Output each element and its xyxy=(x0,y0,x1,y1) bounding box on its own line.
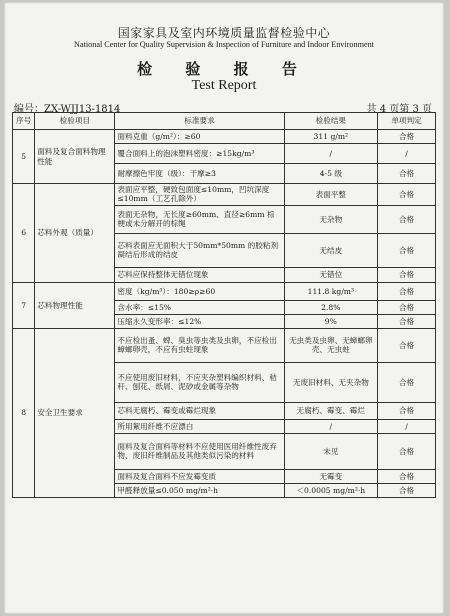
result-cell: / xyxy=(284,419,378,433)
verdict-cell: 合格 xyxy=(378,469,436,483)
group-number: 5 xyxy=(13,130,35,184)
verdict-cell: 合格 xyxy=(378,433,436,469)
requirement-cell: 芯料应保持整体无错位现象 xyxy=(115,267,284,282)
result-cell: / xyxy=(284,144,378,164)
organization-name-en: National Center for Quality Supervision & Inspection of Furniture and Indoor Environment xyxy=(74,40,374,49)
requirement-cell: 密度（kg/m³）：180≥ρ≥60 xyxy=(115,282,284,300)
group-number: 8 xyxy=(13,328,35,497)
requirement-cell: 芯料无腐朽、霉变或霉烂现象 xyxy=(115,402,284,419)
requirement-cell: 表面应平整，硬致包面度≤10mm，凹坑深度≤10mm（工艺孔除外） xyxy=(115,184,284,206)
result-cell: 无腐朽、霉变、霉烂 xyxy=(284,402,378,419)
verdict-cell: 合格 xyxy=(378,233,436,267)
table-header-row xyxy=(13,113,436,130)
requirement-cell: 压缩永久变形率：≤12% xyxy=(115,314,284,328)
report-title-en: Test Report xyxy=(191,78,257,93)
verdict-cell: 合格 xyxy=(378,300,436,314)
test-results-table xyxy=(12,112,436,498)
result-cell: 未见 xyxy=(284,433,378,469)
verdict-cell: 合格 xyxy=(378,130,436,144)
result-cell: 无错位 xyxy=(284,267,378,282)
group-number: 7 xyxy=(13,282,35,328)
requirement-cell: 不应检出蚤、蜱、臭虫等虫类及虫卵，不应检出蟑螂卵壳，不应有虫蛀现象 xyxy=(115,328,284,362)
organization-name-cn: 国家家具及室内环境质量监督检验中心 xyxy=(117,26,331,40)
verdict-cell: 合格 xyxy=(378,328,436,362)
test-item-name: 芯料外观（质量） xyxy=(35,184,115,283)
result-cell: 无废旧材料、无夹杂物 xyxy=(284,362,378,402)
verdict-cell: 合格 xyxy=(378,267,436,282)
report-title-cn: 检 验 报 告 xyxy=(137,60,311,78)
requirement-cell: 表面无杂物，无长度≥60mm、直径≥6mm 棕梗或未分解开的棕绳 xyxy=(115,205,284,233)
requirement-cell: 面料及复合面料等材料不应使用医用纤维性废弃物、废旧纤维制品及其他类似污染的材料 xyxy=(115,433,284,469)
requirement-cell: 耐摩擦色牢度（级）：干摩≥3 xyxy=(115,164,284,184)
verdict-cell: 合格 xyxy=(378,483,436,497)
verdict-cell: 合格 xyxy=(378,205,436,233)
requirement-cell: 覆合面料上的泡沫塑料密度：≥15kg/m³ xyxy=(115,144,284,164)
requirement-cell: 不应使用废旧材料，不应夹杂塑料编织材料、秸秆、刨花、纸屑、泥砂或金属等杂物 xyxy=(115,362,284,402)
requirement-cell: 面料克重（g/m²）：≥60 xyxy=(115,130,284,144)
column-header-no: 序号 xyxy=(13,113,35,130)
result-cell: 311 g/m² xyxy=(284,130,378,144)
result-cell: 2.8% xyxy=(284,300,378,314)
result-cell: 4-5 级 xyxy=(284,164,378,184)
result-cell: ＜0.0005 mg/m²·h xyxy=(284,483,378,497)
verdict-cell: 合格 xyxy=(378,314,436,328)
column-header-result: 检验结果 xyxy=(284,113,378,130)
verdict-cell: 合格 xyxy=(378,282,436,300)
result-cell: 无虫类及虫卵、无蟑螂卵壳、无虫蛀 xyxy=(284,328,378,362)
table-row xyxy=(13,328,436,362)
column-header-requirement: 标准要求 xyxy=(115,113,284,130)
table-row xyxy=(13,130,436,144)
report-number: 编号：ZX-WJJ13-1814 xyxy=(14,104,121,115)
table-row xyxy=(13,282,436,300)
requirement-cell: 含水率：≤15% xyxy=(115,300,284,314)
table-row xyxy=(13,184,436,206)
verdict-cell: / xyxy=(378,419,436,433)
report-page xyxy=(4,2,444,614)
verdict-cell: / xyxy=(378,144,436,164)
page-indicator: 共 4 页第 3 页 xyxy=(366,104,432,115)
requirement-cell: 芯料表面应无面积大于50mm*50mm 的胶粘剂凝结后形成的结皮 xyxy=(115,233,284,267)
column-header-verdict: 单项判定 xyxy=(378,113,436,130)
test-item-name: 安全卫生要求 xyxy=(35,328,115,497)
result-cell: 9% xyxy=(284,314,378,328)
test-item-name: 面料及复合面料物理性能 xyxy=(35,130,115,184)
column-header-item: 检验项目 xyxy=(35,113,115,130)
result-cell: 111.8 kg/m³ xyxy=(284,282,378,300)
requirement-cell: 面料及复合面料不应发霉变质 xyxy=(115,469,284,483)
verdict-cell: 合格 xyxy=(378,362,436,402)
result-cell: 无霉变 xyxy=(284,469,378,483)
verdict-cell: 合格 xyxy=(378,184,436,206)
table-body xyxy=(13,130,436,498)
result-cell: 无结皮 xyxy=(284,233,378,267)
requirement-cell: 所用絮用纤维不应漂白 xyxy=(115,419,284,433)
requirement-cell: 甲醛释放量≤0.050 mg/m²·h xyxy=(115,483,284,497)
group-number: 6 xyxy=(13,184,35,283)
result-cell: 表面平整 xyxy=(284,184,378,206)
verdict-cell: 合格 xyxy=(378,402,436,419)
verdict-cell: 合格 xyxy=(378,164,436,184)
test-item-name: 芯料物理性能 xyxy=(35,282,115,328)
result-cell: 无杂物 xyxy=(284,205,378,233)
